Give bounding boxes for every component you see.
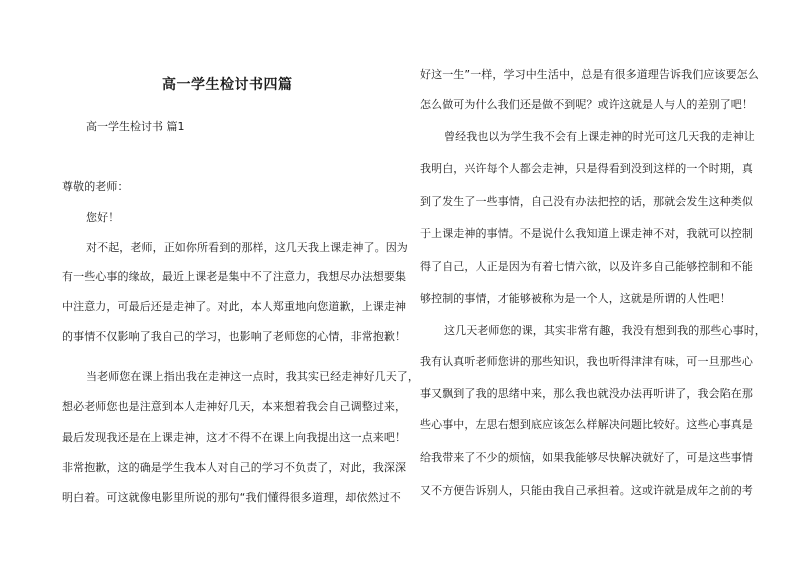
text-line: 够控制的事情，才能够被称为是一个人，这就是所谓的人性吧！: [420, 292, 731, 305]
text-line: 好这一生”一样，学习中生活中，总是有很多道理告诉我们应该要怎么: [420, 68, 759, 81]
text-line: 给我带来了不少的烦恼，如果我能够尽快解决就好了，可是这些事情: [420, 451, 753, 464]
text-line: 您好！: [86, 211, 120, 224]
text-line: 的事情不仅影响了我自己的学习，也影响了老师您的心情，非常抱歉！: [62, 330, 407, 343]
text-line: 对不起，老师，正如你所看到的那样，这几天我上课走神了。因为: [86, 241, 408, 254]
text-line: 想必老师您也是注意到本人走神好几天，本来想着我会自己调整过来，: [62, 400, 407, 413]
text-line: 当老师您在课上指出我在走神这一点时，我其实已经走神好几天了，: [86, 370, 419, 383]
text-line: 怎么做可为什么我们还是做不到呢？或许这就是人与人的差别了吧！: [420, 98, 753, 111]
text-line: 得了自己，人正是因为有着七情六欲，以及许多自己能够控制和不能: [420, 260, 753, 273]
text-line: 非常抱歉，这的确是学生我本人对自己的学习不负责了，对此，我深深: [62, 461, 407, 474]
text-line: 到了发生了一些事情，自己没有办法把控的话，那就会发生这种类似: [420, 195, 753, 208]
text-line: 中注意力，可最后还是走神了。对此，本人郑重地向您道歉，上课走神: [62, 300, 407, 313]
text-line: 事又飘到了我的思绪中来，那么我也就没办法再听讲了，我会陷在那: [420, 387, 753, 400]
document-subtitle: 高一学生检讨书 篇1: [86, 120, 185, 133]
text-line: 些心事中，左思右想到底应该怎么样解决问题比较好。这些心事真是: [420, 418, 753, 431]
text-line: 曾经我也以为学生我不会有上课走神的时光可这几天我的走神让: [444, 130, 755, 143]
text-line: 我明白，兴许每个人都会走神，只是得看到没到这样的一个时期，真: [420, 162, 753, 175]
text-line: 尊敬的老师：: [62, 180, 129, 193]
text-line: 有一些心事的缘故，最近上课老是集中不了注意力，我想尽办法想要集: [62, 270, 407, 283]
text-line: 我有认真听老师您讲的那些知识，我也听得津津有味，可一旦那些心: [420, 355, 753, 368]
text-line: 明白着。可这就像电影里所说的那句“我们懂得很多道理，却依然过不: [62, 491, 401, 504]
text-line: 这几天老师您的课，其实非常有趣，我没有想到我的那些心事时，: [444, 324, 766, 337]
text-line: 又不方便告诉别人，只能由我自己承担着。这或许就是成年之前的考: [420, 484, 753, 497]
document-title: 高一学生检讨书四篇: [162, 77, 293, 93]
text-line: 最后发现我还是在上课走神，这才不得不在课上向我提出这一点来吧！: [62, 431, 407, 444]
text-line: 于上课走神的事情。不是说什么我知道上课走神不对，我就可以控制: [420, 227, 753, 240]
